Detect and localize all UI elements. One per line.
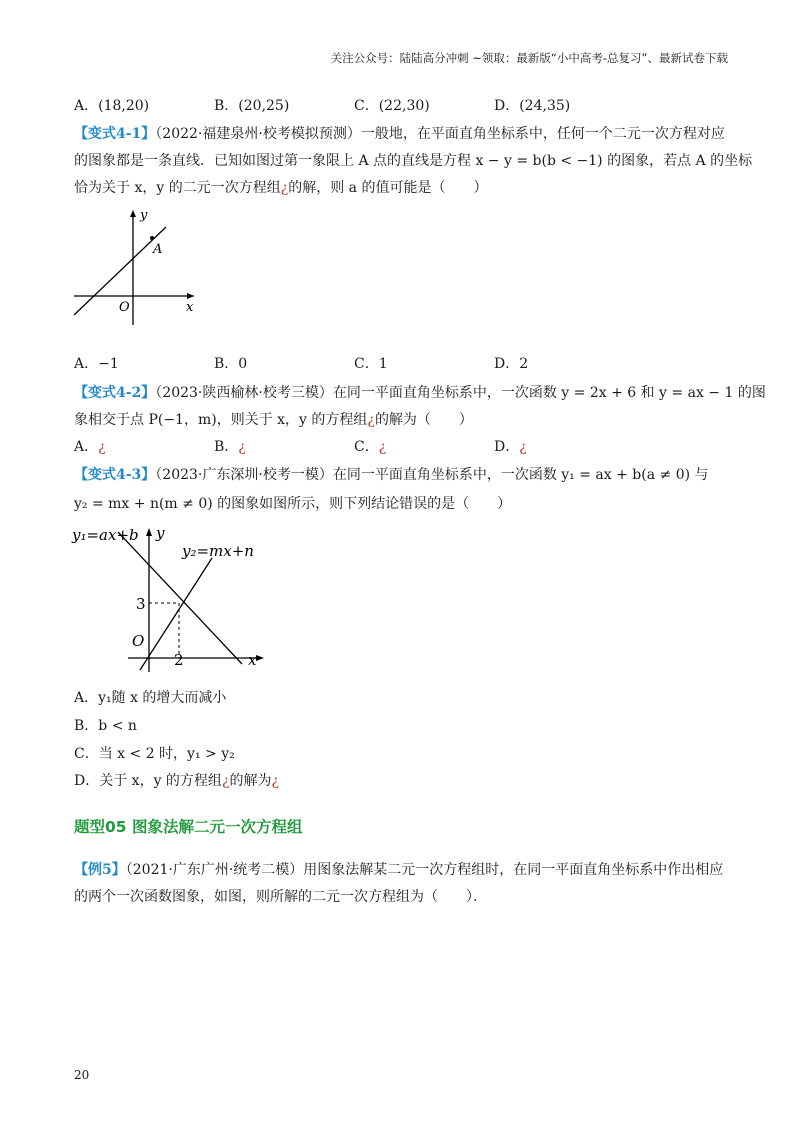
- v42-line1: [74, 383, 766, 403]
- v41-origin-label: O: [119, 300, 130, 315]
- v41-x-arrow: [187, 293, 194, 299]
- v42-text1: （2023·陕西榆林·校考三模）在同一平面直角坐标系中，一次函数 y = 2x + 6 和 y = ax − 1 的图: [155, 385, 766, 401]
- page-number: 20: [74, 1068, 90, 1082]
- v43-option-d-pre: D．关于 x，y 的方程组: [74, 773, 222, 789]
- v42-option-a-value: ¿: [98, 439, 106, 455]
- v43-option-d-system: ¿: [221, 773, 230, 789]
- ex5-line2: 的两个一次函数图象，如图，则所解的二元一次方程组为（ ）．: [74, 889, 487, 905]
- v41-graph: [70, 205, 200, 325]
- v42-option-d: [494, 437, 527, 457]
- v41-option-c: C．1: [354, 356, 388, 372]
- v43-x-arrow: [256, 655, 264, 661]
- v43-label-y1: y₁=ax+b: [72, 526, 139, 544]
- v43-origin-label: O: [132, 632, 145, 650]
- v43-option-c: C．当 x < 2 时，y₁ > y₂: [74, 746, 235, 762]
- v41-option-b: B．0: [214, 356, 248, 372]
- v41-system-placeholder: ¿: [280, 180, 289, 196]
- v41-y-label: y: [140, 208, 148, 223]
- v43-x-label: x: [248, 651, 257, 669]
- v43-option-d: [74, 771, 279, 791]
- v41-x-label: x: [186, 300, 194, 315]
- ex5-text1: （2021·广东广州·统考二模）用图象法解某二元一次方程组时，在同一平面直角坐标系中作出相应: [125, 862, 724, 878]
- v41-line2: 的图象都是一条直线．已知如图过第一象限上 A 点的直线是方程 x − y = b(b < −1) 的图象，若点 A 的坐标: [74, 153, 753, 169]
- v41-option-a: A．−1: [74, 356, 119, 372]
- v42-option-b-value: ¿: [238, 439, 246, 455]
- v41-point-a: [150, 236, 154, 240]
- v43-tick-3: 3: [136, 595, 146, 613]
- prev-option-a: A．(18,20): [74, 98, 150, 114]
- v42-line2-pre: 象相交于点 P(−1，m)，则关于 x，y 的方程组: [74, 412, 368, 428]
- v43-graph: [70, 518, 270, 674]
- v43-tick-2: 2: [174, 651, 184, 669]
- v41-option-d: D．2: [494, 356, 529, 372]
- v42-option-d-label: D．: [494, 439, 520, 455]
- v42-option-a: [74, 437, 106, 457]
- v41-line1: [74, 124, 725, 144]
- prev-option-c: C．(22,30): [354, 98, 430, 114]
- v43-line1: [74, 465, 709, 485]
- v42-option-c-label: C．: [354, 439, 379, 455]
- v41-text1: （2022·福建泉州·校考模拟预测）一般地，在平面直角坐标系中，任何一个二元一次方程对应: [155, 126, 725, 142]
- section-title: 题型05 图象法解二元一次方程组: [74, 818, 303, 836]
- v41-a-label: A: [153, 242, 163, 257]
- v43-option-a: A．y₁随 x 的增大而减小: [74, 690, 227, 706]
- prev-option-b: B．(20,25): [214, 98, 290, 114]
- v43-y-arrow: [146, 528, 152, 536]
- v42-tag: 【变式4-2】: [74, 385, 156, 401]
- v42-line2: [74, 410, 473, 430]
- v43-option-d-mid: 的解为: [229, 773, 272, 789]
- v43-y-label: y: [156, 524, 165, 542]
- v42-option-c-value: ¿: [378, 439, 387, 455]
- v41-tag: 【变式4-1】: [74, 126, 156, 142]
- v42-line2-post: 的解为（ ）: [374, 412, 473, 428]
- v43-label-y2: y₂=mx+n: [182, 542, 254, 560]
- v43-line2: y₂ = mx + n(m ≠ 0) 的图象如图所示，则下列结论错误的是（ ）: [74, 496, 512, 512]
- v41-line3-pre: 恰为关于 x，y 的二元一次方程组: [74, 180, 281, 196]
- v43-option-d-solution: ¿: [271, 773, 279, 789]
- page-header: 关注公众号：陆陆高分冲刺 ~领取：最新版“小中高考-总复习”、最新试卷下载: [330, 51, 728, 65]
- v42-system-placeholder: ¿: [367, 412, 375, 428]
- v43-tag: 【变式4-3】: [74, 467, 156, 483]
- v42-option-a-label: A．: [74, 439, 99, 455]
- v43-option-b: B．b < n: [74, 718, 137, 734]
- v42-option-b: [214, 437, 246, 457]
- v41-line3: [74, 178, 487, 198]
- v41-y-arrow: [130, 210, 136, 217]
- v42-option-c: [354, 437, 386, 457]
- v42-option-d-value: ¿: [519, 439, 527, 455]
- ex5-tag: 【例5】: [74, 862, 126, 878]
- prev-option-d: D．(24,35): [494, 98, 571, 114]
- v43-text1: （2023·广东深圳·校考一模）在同一平面直角坐标系中，一次函数 y₁ = ax + b(a ≠ 0) 与: [155, 467, 709, 483]
- v41-line3-post: 的解，则 a 的值可能是（ ）: [288, 180, 488, 196]
- ex5-line1: [74, 860, 723, 880]
- v42-option-b-label: B．: [214, 439, 239, 455]
